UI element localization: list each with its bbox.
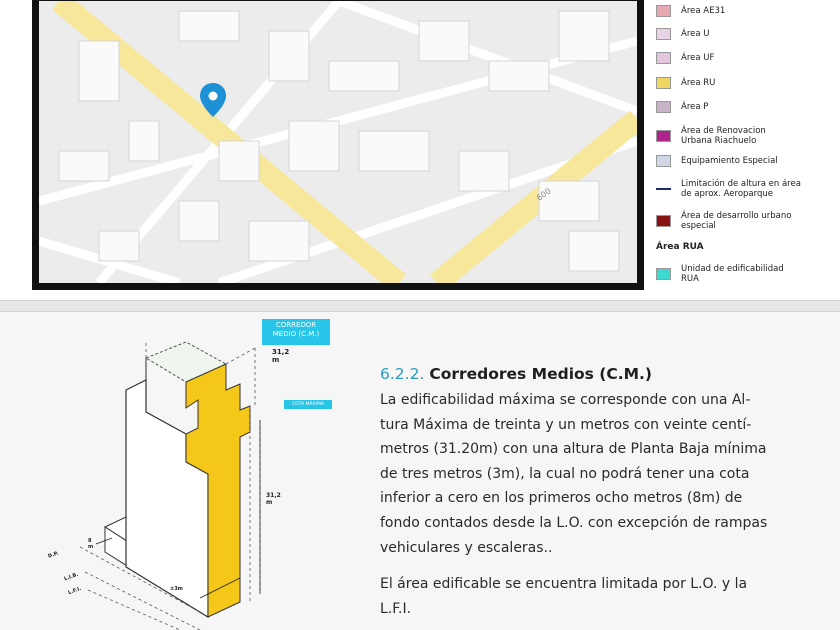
paragraph-area-edificable: El área edificable se encuentra limitada por L.O. y la L.F.I. bbox=[380, 576, 748, 617]
legend-item bbox=[652, 0, 832, 23]
cota-maxima-tag: COTA MÁXIMA bbox=[284, 400, 332, 409]
map-street-label: 600 bbox=[534, 186, 553, 203]
legend-swatch bbox=[656, 268, 671, 280]
legend-line bbox=[656, 188, 671, 190]
legend-heading-rua: Área RUA bbox=[656, 242, 704, 252]
legend-label: Equipamiento Especial bbox=[681, 156, 778, 166]
corredor-medio-tag: CORREDOR MEDIO (C.M.) bbox=[262, 319, 330, 345]
text-column bbox=[380, 364, 820, 621]
tower-front bbox=[126, 380, 208, 617]
depth-dimension: 8 m bbox=[88, 538, 94, 550]
legend-item bbox=[652, 124, 832, 148]
legend-swatch bbox=[656, 215, 671, 227]
legend-item bbox=[652, 46, 832, 70]
legend-label: Área UF bbox=[681, 53, 715, 63]
legend-item bbox=[652, 262, 832, 286]
label-dp: D.P. bbox=[47, 550, 60, 560]
top-section bbox=[0, 0, 840, 300]
legend-swatch bbox=[656, 5, 671, 17]
label-lfi: L.F.I. bbox=[67, 585, 83, 597]
height-dimension: 31,2 m bbox=[266, 492, 281, 506]
top-dimension: 31,2 m bbox=[272, 348, 290, 364]
paragraph-edificabilidad: La edificabilidad máxima se corresponde con una Al- tura Máxima de treinta y un metros con veinte centí- metros (31.20m) con una altura de Planta Baja mínima de tres metros (3m), la cual no podrá tener una cota inferior a cero en los primeros ocho metros (8m) de fondo contados desde la L.O. con excepción de rampas vehiculares y escaleras.. bbox=[380, 392, 768, 556]
legend-swatch bbox=[656, 155, 671, 167]
legend-item bbox=[652, 209, 832, 233]
section-number: 6.2.2. bbox=[380, 365, 425, 383]
section-title: Corredores Medios (C.M.) bbox=[429, 365, 653, 383]
map-drawing bbox=[39, 1, 637, 283]
legend-label: Área RU bbox=[681, 78, 716, 88]
map-legend bbox=[652, 0, 832, 300]
section-heading bbox=[380, 364, 820, 384]
legend-item bbox=[652, 177, 832, 201]
legend-label: Limitación de altura en área de aprox. Aeroparque bbox=[681, 179, 801, 199]
legend-swatch bbox=[656, 130, 671, 142]
legend-label: Área de desarrollo urbano especial bbox=[681, 211, 792, 231]
legend-label: Área de Renovacion Urbana Riachuelo bbox=[681, 126, 766, 146]
section-divider bbox=[0, 300, 840, 312]
legend-swatch bbox=[656, 101, 671, 113]
legend-swatch bbox=[656, 52, 671, 64]
legend-item bbox=[652, 95, 832, 119]
legend-label: Unidad de edificabilidad RUA bbox=[681, 264, 784, 284]
legend-label: Área AE31 bbox=[681, 6, 726, 16]
bottom-section bbox=[0, 312, 840, 630]
legend-label: Área P bbox=[681, 102, 709, 112]
label-lib: L.I.B. bbox=[63, 571, 80, 583]
legend-item bbox=[652, 71, 832, 95]
legend-swatch bbox=[656, 77, 671, 89]
legend-item bbox=[652, 149, 832, 173]
legend-label: Área U bbox=[681, 29, 710, 39]
front-dimension: ±3m bbox=[170, 586, 183, 592]
building-drawing bbox=[40, 312, 360, 630]
map-view[interactable] bbox=[32, 0, 644, 290]
legend-item bbox=[652, 22, 832, 46]
legend-swatch bbox=[656, 28, 671, 40]
